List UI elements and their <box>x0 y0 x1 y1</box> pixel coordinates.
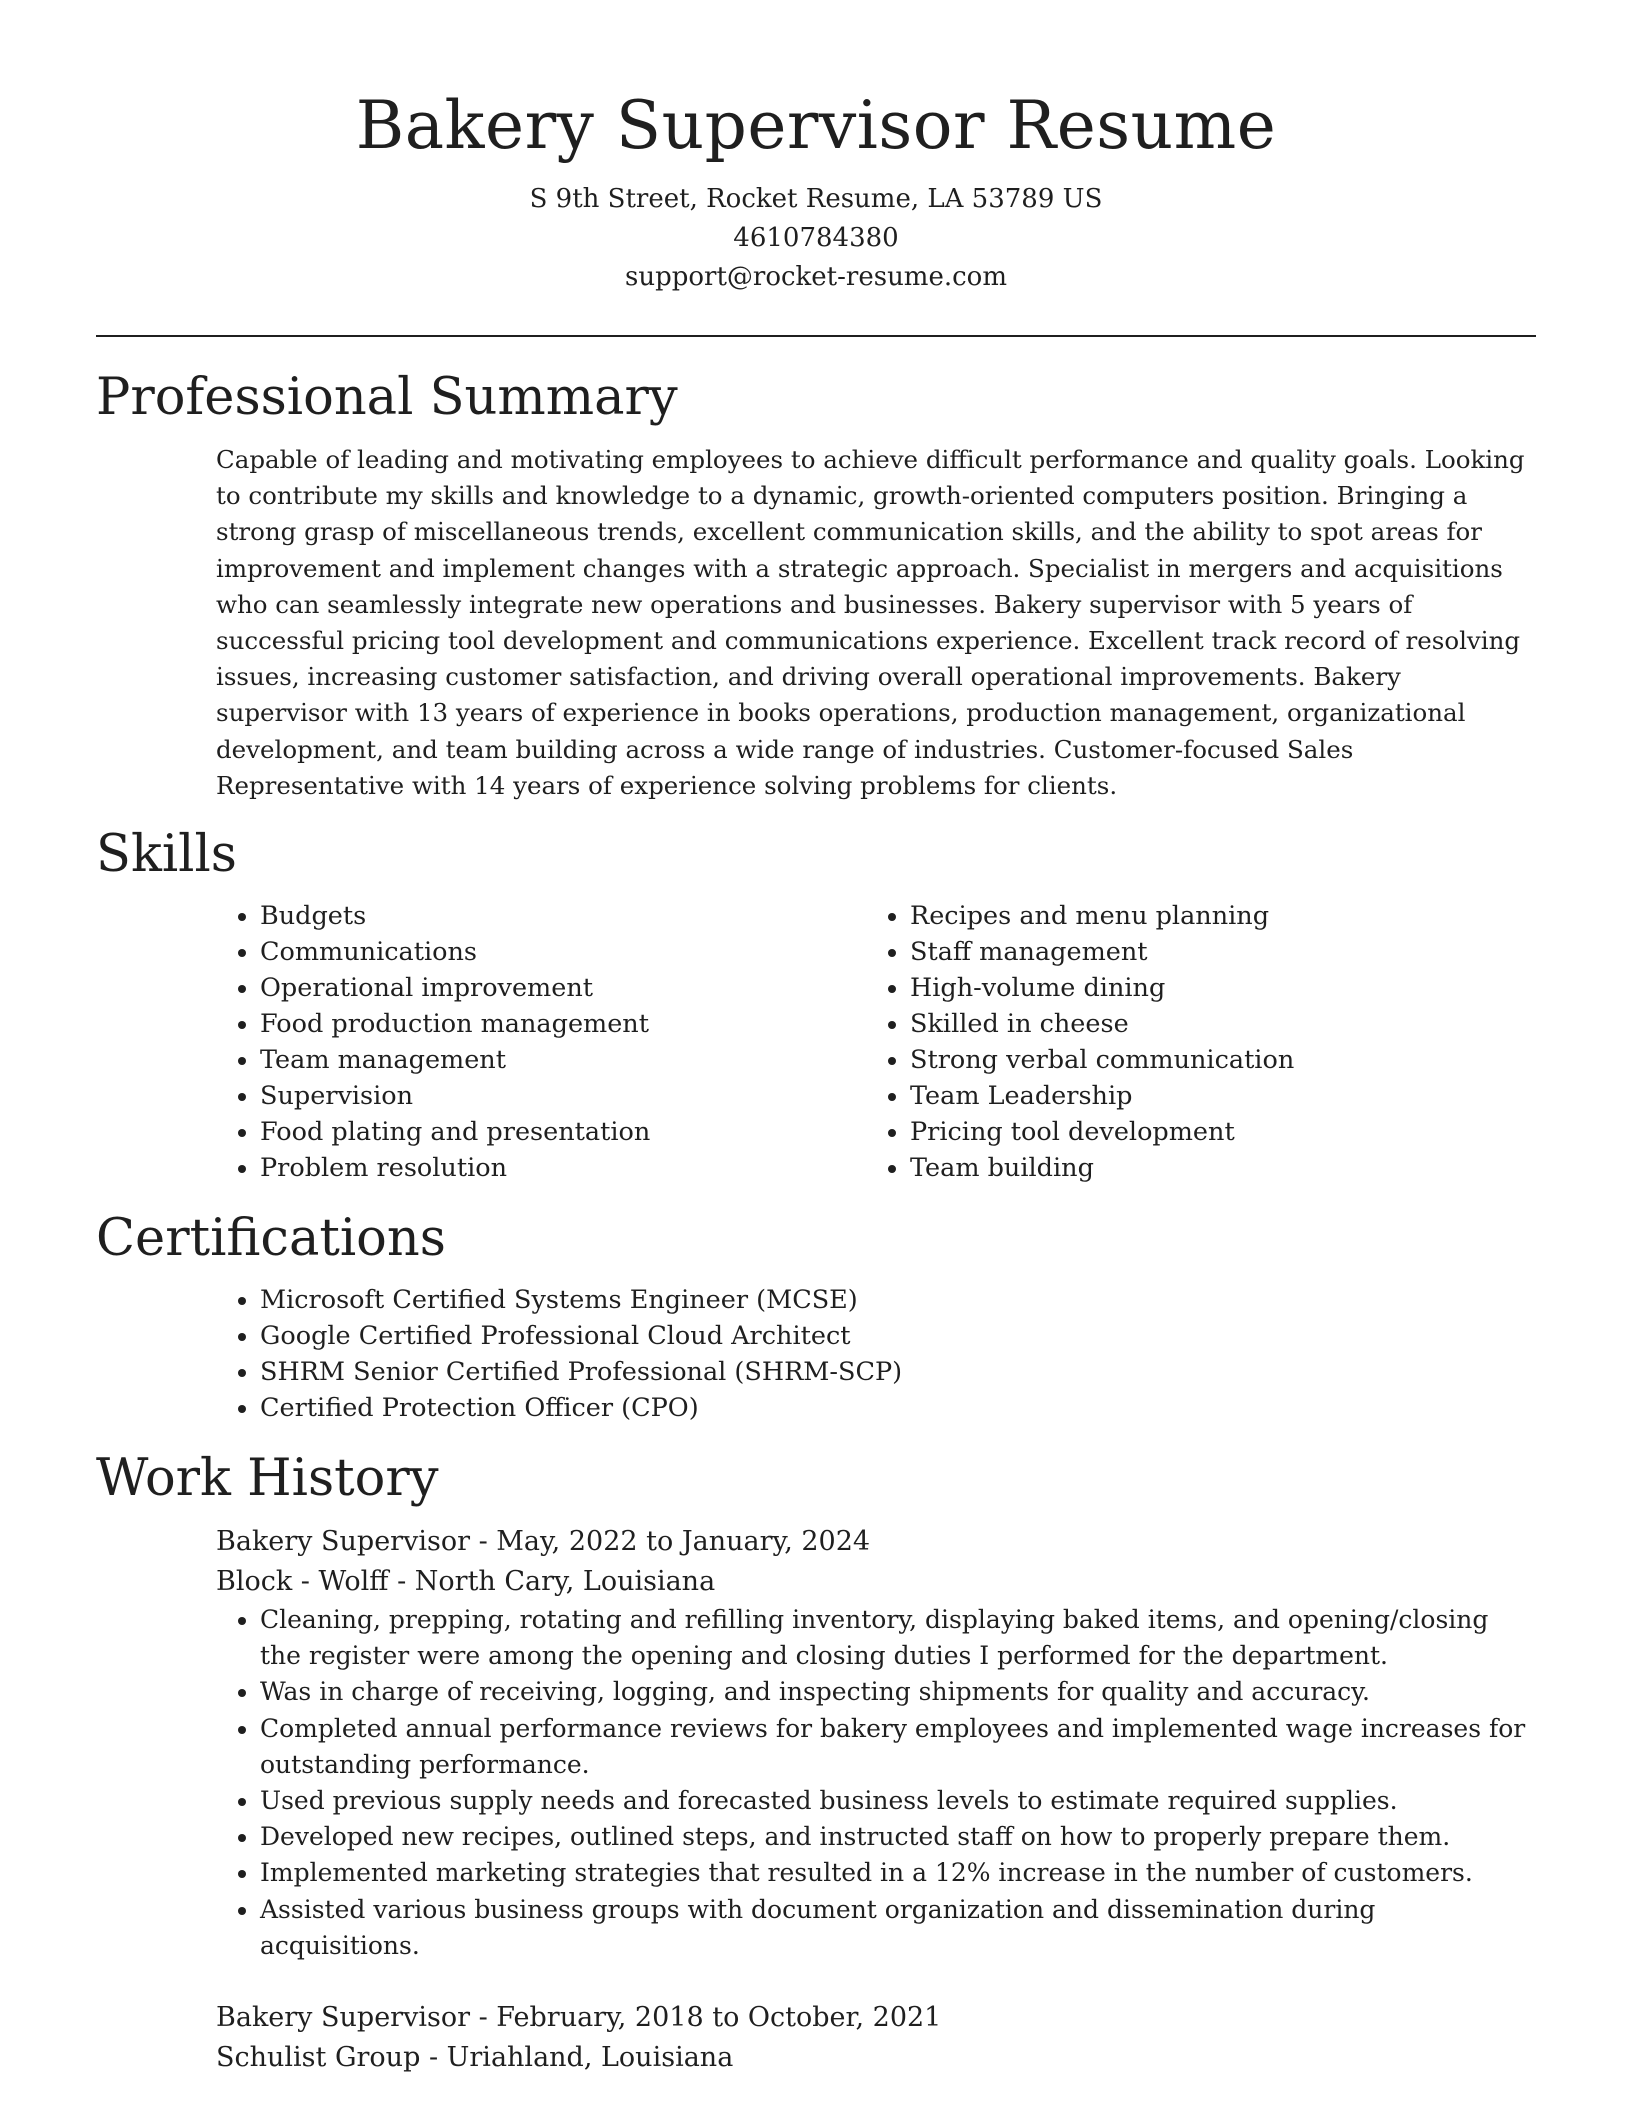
contact-info <box>0 180 1632 297</box>
work-history-heading: Work History <box>96 1449 439 1509</box>
header-divider <box>96 335 1536 337</box>
phone: 4610784380 <box>733 223 899 253</box>
skill-item: • Operational improvement <box>260 970 866 1006</box>
job-bullet: • Was in charge of receiving, logging, and inspecting shipments for quality and accuracy. <box>260 1674 1536 1710</box>
summary-section <box>0 367 1632 804</box>
certification-item: • SHRM Senior Certified Professional (SHRM-SCP) <box>260 1354 1536 1390</box>
skill-item: • Staff management <box>910 934 1516 970</box>
job-entry <box>216 1998 1536 2078</box>
skills-grid <box>216 898 1536 1186</box>
skill-item: • Problem resolution <box>260 1150 866 1186</box>
skill-item: • Team Leadership <box>910 1078 1516 1114</box>
skill-item: • Pricing tool development <box>910 1114 1516 1150</box>
skill-item: • Budgets <box>260 898 866 934</box>
job-bullet: • Completed annual performance reviews for bakery employees and implemented wage increases for outstanding performance. <box>260 1711 1536 1783</box>
skill-item: • High-volume dining <box>910 970 1516 1006</box>
certification-item: • Google Certified Professional Cloud Architect <box>260 1318 1536 1354</box>
skill-item: • Supervision <box>260 1078 866 1114</box>
skill-item: • Communications <box>260 934 866 970</box>
job-company: Schulist Group - Uriahland, Louisiana <box>216 2042 734 2074</box>
skill-item: • Food plating and presentation <box>260 1114 866 1150</box>
address: S 9th Street, Rocket Resume, LA 53789 US <box>529 184 1103 214</box>
summary-heading: Professional Summary <box>96 368 678 427</box>
certifications-section <box>0 1208 1632 1426</box>
summary-text: Capable of leading and motivating employees to achieve difficult performance and quality goals. Looking to contribute my skills and knowledge to a dynamic, growth-oriented computers position. Bringing a strong grasp of miscellaneous trends, excellent communication skills, and the ability to spot areas for improvement and implement changes with a strategic approach. Specialist in mergers and acquisitions who can seamlessly integrate new operations and businesses. Bakery supervisor with 5 years of successful pricing tool development and communications experience. Excellent track record of resolving issues, increasing customer satisfaction, and driving overall operational improvements. Bakery supervisor with 13 years of experience in books operations, production management, organizational development, and team building across a wide range of industries. Customer-focused Sales Representative with 14 years of experience solving problems for clients. <box>216 445 1525 800</box>
job-bullet: • Used previous supply needs and forecasted business levels to estimate required supplies. <box>260 1783 1536 1819</box>
skill-item: • Team management <box>260 1042 866 1078</box>
job-bullet: • Cleaning, prepping, rotating and refilling inventory, displaying baked items, and opening/closing the register were among the opening and closing duties I performed for the department. <box>260 1602 1536 1674</box>
skills-column-right <box>866 898 1516 1186</box>
job-company: Block - Wolff - North Cary, Louisiana <box>216 1566 716 1598</box>
job-entry <box>216 1522 1536 1964</box>
job-title: Bakery Supervisor - May, 2022 to January, 2024 <box>216 1526 871 1558</box>
job-bullet: • Developed new recipes, outlined steps, and instructed staff on how to properly prepare them. <box>260 1819 1536 1855</box>
skills-column-left <box>216 898 866 1186</box>
work-history-section <box>0 1448 1632 2078</box>
job-bullet: • Implemented marketing strategies that resulted in a 12% increase in the number of customers. <box>260 1855 1536 1891</box>
certification-item: • Certified Protection Officer (CPO) <box>260 1390 1536 1426</box>
resume-title: Bakery Supervisor Resume <box>355 87 1277 164</box>
resume-header <box>0 0 1632 297</box>
skill-item: • Skilled in cheese <box>910 1006 1516 1042</box>
certifications-heading: Certifications <box>96 1209 446 1269</box>
skills-section <box>0 824 1632 1186</box>
skill-item: • Team building <box>910 1150 1516 1186</box>
skills-heading: Skills <box>96 825 237 885</box>
skill-item: • Strong verbal communication <box>910 1042 1516 1078</box>
email: support@rocket-resume.com <box>624 262 1007 292</box>
job-title: Bakery Supervisor - February, 2018 to October, 2021 <box>216 2002 942 2034</box>
job-bullet: • Assisted various business groups with document organization and dissemination during acquisitions. <box>260 1892 1536 1964</box>
certification-item: • Microsoft Certified Systems Engineer (MCSE) <box>260 1282 1536 1318</box>
skill-item: • Recipes and menu planning <box>910 898 1516 934</box>
skill-item: • Food production management <box>260 1006 866 1042</box>
